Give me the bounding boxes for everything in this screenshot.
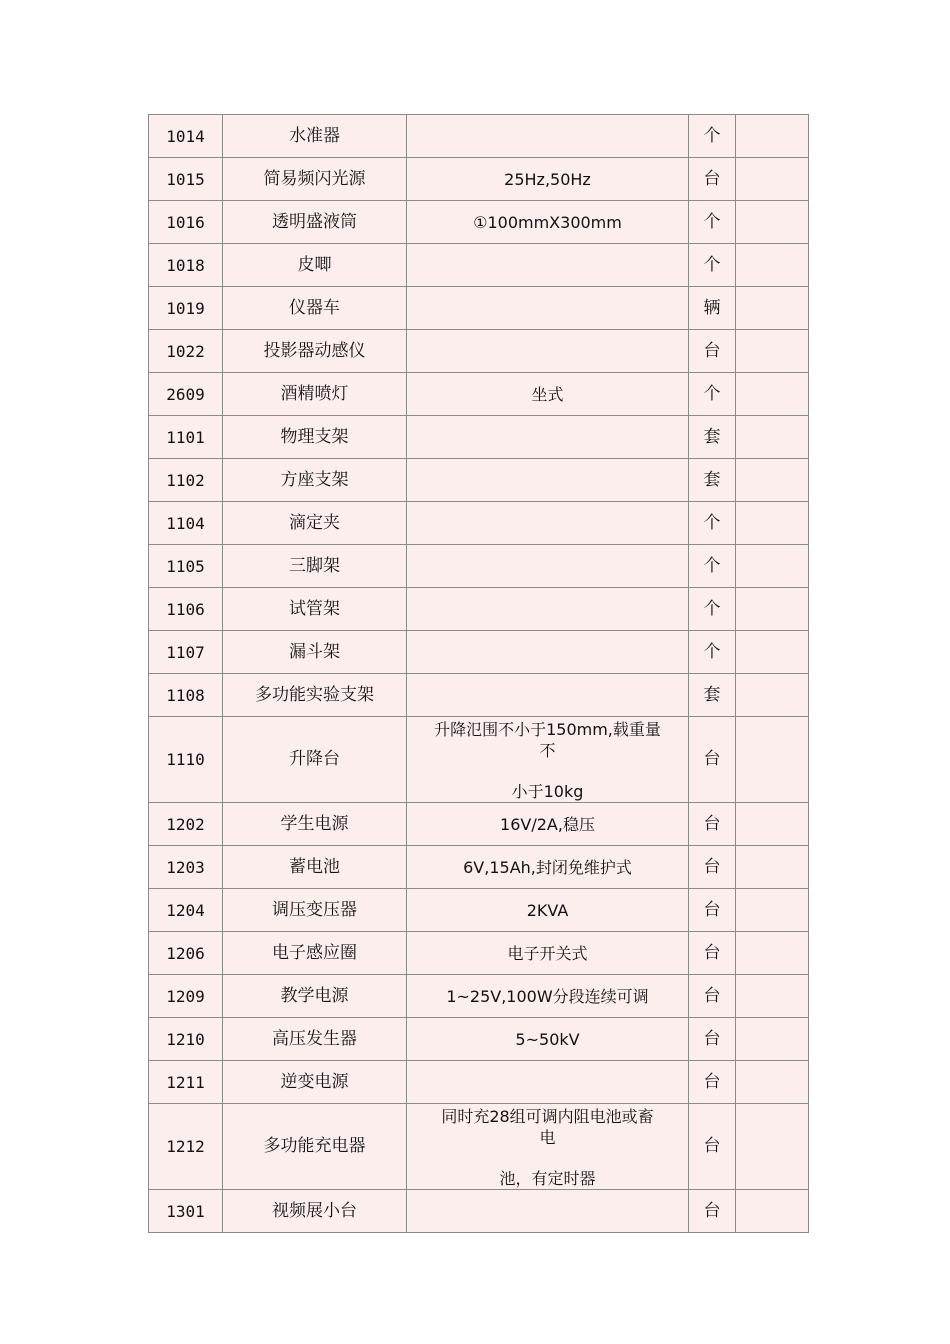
table-row xyxy=(149,330,809,373)
table-row xyxy=(149,244,809,287)
item-unit-cell: 台 xyxy=(689,1190,736,1233)
item-name-cell: 高压发生器 xyxy=(223,1018,407,1061)
item-unit-cell: 个 xyxy=(689,588,736,631)
item-extra-cell xyxy=(736,588,809,631)
item-spec-line: 升降氾围不小于150mm,载重量 xyxy=(434,720,661,739)
item-name-cell: 三脚架 xyxy=(223,545,407,588)
item-spec-line: 5~50kV xyxy=(515,1029,580,1049)
item-code-cell: 2609 xyxy=(149,373,223,416)
item-code-cell: 1102 xyxy=(149,459,223,502)
item-spec-cell xyxy=(407,373,689,416)
item-spec-line: 电 xyxy=(539,1128,556,1147)
item-spec-line: 池，有定时器 xyxy=(499,1169,596,1188)
item-code-cell: 1022 xyxy=(149,330,223,373)
item-spec-cell xyxy=(407,459,689,502)
table-row xyxy=(149,975,809,1018)
item-spec-line: 同时充28组可调内阻电池或畜 xyxy=(441,1107,654,1126)
table-row xyxy=(149,373,809,416)
item-spec-cell xyxy=(407,1061,689,1104)
item-code-cell: 1105 xyxy=(149,545,223,588)
item-name-cell: 方座支架 xyxy=(223,459,407,502)
item-unit-cell: 台 xyxy=(689,1061,736,1104)
table-row xyxy=(149,115,809,158)
item-code-cell: 1019 xyxy=(149,287,223,330)
item-code-cell: 1014 xyxy=(149,115,223,158)
item-spec-cell xyxy=(407,717,689,803)
item-unit-cell: 台 xyxy=(689,330,736,373)
item-spec-cell xyxy=(407,932,689,975)
table-row xyxy=(149,803,809,846)
item-spec-cell xyxy=(407,416,689,459)
item-name-cell: 学生电源 xyxy=(223,803,407,846)
item-spec-cell xyxy=(407,1190,689,1233)
item-code-cell: 1018 xyxy=(149,244,223,287)
table-row xyxy=(149,674,809,717)
item-spec-line: 25Hz,50Hz xyxy=(504,169,591,189)
table-row xyxy=(149,1061,809,1104)
item-spec-cell xyxy=(407,975,689,1018)
table-row xyxy=(149,459,809,502)
item-extra-cell xyxy=(736,244,809,287)
item-extra-cell xyxy=(736,115,809,158)
table-row xyxy=(149,201,809,244)
item-unit-cell: 个 xyxy=(689,373,736,416)
item-unit-cell: 台 xyxy=(689,158,736,201)
item-unit-cell: 台 xyxy=(689,932,736,975)
item-extra-cell xyxy=(736,1061,809,1104)
item-name-cell: 蓄电池 xyxy=(223,846,407,889)
table-row xyxy=(149,1104,809,1190)
item-spec-line: 6V,15Ah,封闭免维护式 xyxy=(463,857,632,877)
item-spec-line: 2KVA xyxy=(526,900,569,920)
item-spec-cell xyxy=(407,1104,689,1190)
table-row xyxy=(149,158,809,201)
item-unit-cell: 个 xyxy=(689,631,736,674)
item-spec-cell xyxy=(407,846,689,889)
item-code-cell: 1107 xyxy=(149,631,223,674)
item-extra-cell xyxy=(736,502,809,545)
item-extra-cell xyxy=(736,1104,809,1190)
item-unit-cell: 台 xyxy=(689,717,736,803)
item-code-cell: 1016 xyxy=(149,201,223,244)
item-code-cell: 1202 xyxy=(149,803,223,846)
item-unit-cell: 个 xyxy=(689,244,736,287)
table-row xyxy=(149,631,809,674)
item-unit-cell: 个 xyxy=(689,545,736,588)
item-spec-cell xyxy=(407,1018,689,1061)
item-name-cell: 试管架 xyxy=(223,588,407,631)
item-code-cell: 1108 xyxy=(149,674,223,717)
item-spec-cell xyxy=(407,287,689,330)
item-code-cell: 1106 xyxy=(149,588,223,631)
item-unit-cell: 套 xyxy=(689,459,736,502)
item-code-cell: 1104 xyxy=(149,502,223,545)
item-code-cell: 1209 xyxy=(149,975,223,1018)
item-unit-cell: 个 xyxy=(689,201,736,244)
equipment-sheet xyxy=(148,114,808,1233)
item-unit-cell: 辆 xyxy=(689,287,736,330)
equipment-table-body xyxy=(149,115,809,1233)
item-unit-cell: 台 xyxy=(689,1018,736,1061)
item-spec-cell xyxy=(407,803,689,846)
item-spec-cell xyxy=(407,158,689,201)
item-name-cell: 酒精喷灯 xyxy=(223,373,407,416)
item-extra-cell xyxy=(736,416,809,459)
item-code-cell: 1110 xyxy=(149,717,223,803)
item-spec-cell xyxy=(407,502,689,545)
item-unit-cell: 台 xyxy=(689,1104,736,1190)
table-row xyxy=(149,502,809,545)
item-extra-cell xyxy=(736,373,809,416)
table-row xyxy=(149,932,809,975)
item-name-cell: 简易频闪光源 xyxy=(223,158,407,201)
item-name-cell: 多功能实验支架 xyxy=(223,674,407,717)
item-extra-cell xyxy=(736,631,809,674)
item-name-cell: 漏斗架 xyxy=(223,631,407,674)
equipment-table xyxy=(148,114,809,1233)
item-name-cell: 滴定夹 xyxy=(223,502,407,545)
item-spec-cell xyxy=(407,330,689,373)
item-extra-cell xyxy=(736,1018,809,1061)
item-spec-cell xyxy=(407,889,689,932)
table-row xyxy=(149,545,809,588)
item-code-cell: 1301 xyxy=(149,1190,223,1233)
table-row xyxy=(149,287,809,330)
item-unit-cell: 个 xyxy=(689,502,736,545)
item-name-cell: 升降台 xyxy=(223,717,407,803)
item-extra-cell xyxy=(736,717,809,803)
item-extra-cell xyxy=(736,201,809,244)
item-extra-cell xyxy=(736,330,809,373)
item-extra-cell xyxy=(736,158,809,201)
item-name-cell: 多功能充电器 xyxy=(223,1104,407,1190)
item-spec-cell xyxy=(407,244,689,287)
item-name-cell: 投影器动感仪 xyxy=(223,330,407,373)
item-name-cell: 视频展小台 xyxy=(223,1190,407,1233)
item-spec-cell xyxy=(407,201,689,244)
table-row xyxy=(149,1018,809,1061)
item-unit-cell: 套 xyxy=(689,674,736,717)
item-spec-line: 16V/2A,稳压 xyxy=(500,814,595,834)
item-spec-cell xyxy=(407,674,689,717)
item-spec-line: 电子开关式 xyxy=(507,943,588,963)
item-name-cell: 透明盛液筒 xyxy=(223,201,407,244)
item-extra-cell xyxy=(736,889,809,932)
item-unit-cell: 套 xyxy=(689,416,736,459)
table-row xyxy=(149,846,809,889)
item-extra-cell xyxy=(736,459,809,502)
item-extra-cell xyxy=(736,975,809,1018)
item-name-cell: 物理支架 xyxy=(223,416,407,459)
item-code-cell: 1204 xyxy=(149,889,223,932)
item-name-cell: 水准器 xyxy=(223,115,407,158)
table-row xyxy=(149,588,809,631)
table-row xyxy=(149,1190,809,1233)
table-row xyxy=(149,717,809,803)
item-unit-cell: 台 xyxy=(689,846,736,889)
item-code-cell: 1101 xyxy=(149,416,223,459)
item-unit-cell: 台 xyxy=(689,803,736,846)
item-spec-cell xyxy=(407,545,689,588)
item-code-cell: 1206 xyxy=(149,932,223,975)
item-extra-cell xyxy=(736,674,809,717)
item-spec-line: 坐式 xyxy=(531,384,564,404)
item-name-cell: 仪器车 xyxy=(223,287,407,330)
item-extra-cell xyxy=(736,803,809,846)
item-code-cell: 1210 xyxy=(149,1018,223,1061)
item-spec-cell xyxy=(407,115,689,158)
item-code-cell: 1015 xyxy=(149,158,223,201)
item-unit-cell: 台 xyxy=(689,889,736,932)
item-name-cell: 电子感应圈 xyxy=(223,932,407,975)
item-spec-line: 1~25V,100W分段连续可调 xyxy=(446,986,649,1006)
item-name-cell: 教学电源 xyxy=(223,975,407,1018)
item-spec-line: 不 xyxy=(539,741,556,760)
item-unit-cell: 台 xyxy=(689,975,736,1018)
item-name-cell: 逆变电源 xyxy=(223,1061,407,1104)
item-code-cell: 1212 xyxy=(149,1104,223,1190)
item-spec-cell xyxy=(407,631,689,674)
item-code-cell: 1203 xyxy=(149,846,223,889)
item-code-cell: 1211 xyxy=(149,1061,223,1104)
item-extra-cell xyxy=(736,545,809,588)
item-extra-cell xyxy=(736,846,809,889)
table-row xyxy=(149,889,809,932)
item-unit-cell: 个 xyxy=(689,115,736,158)
item-spec-line: ①100mmX300mm xyxy=(473,212,622,232)
item-name-cell: 皮唧 xyxy=(223,244,407,287)
item-extra-cell xyxy=(736,932,809,975)
item-spec-cell xyxy=(407,588,689,631)
item-name-cell: 调压变压器 xyxy=(223,889,407,932)
item-spec-line: 小于10kg xyxy=(511,782,584,801)
item-extra-cell xyxy=(736,287,809,330)
item-extra-cell xyxy=(736,1190,809,1233)
table-row xyxy=(149,416,809,459)
